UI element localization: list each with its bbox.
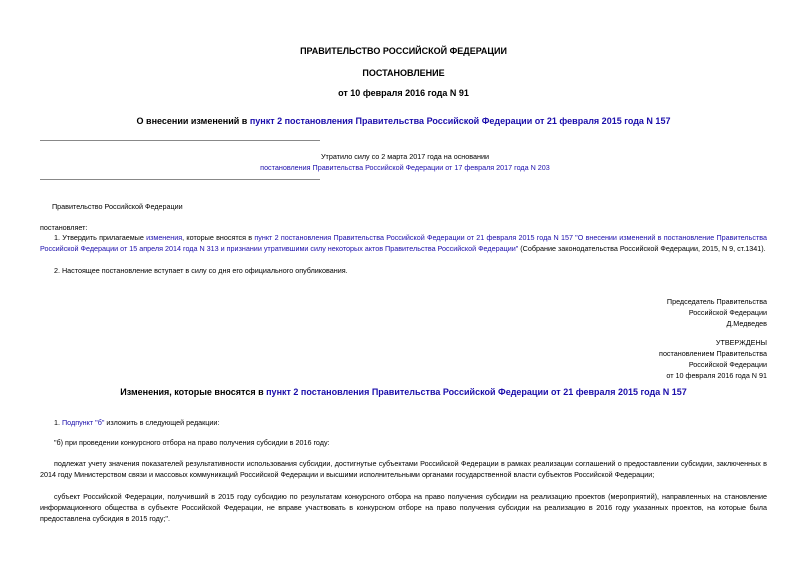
approved-line-2: постановлением Правительства [659,349,767,358]
changes-heading [0,387,807,397]
item1-link[interactable]: Подпункт "б" [62,418,105,427]
approved-line-4: от 10 февраля 2016 года N 91 [666,371,767,380]
title-prefix: О внесении изменений в [136,116,250,126]
signature-line-3: Д.Медведев [726,319,767,328]
p1-text-b: , которые вносятся в [182,233,255,242]
status-note [250,151,560,173]
status-line: Утратило силу со 2 марта 2017 года на основании [320,152,490,161]
approved-line-1: УТВЕРЖДЕНЫ [715,338,767,347]
government-header: ПРАВИТЕЛЬСТВО РОССИЙСКОЙ ФЕДЕРАЦИИ [300,46,507,56]
changes-paragraph-2: субъект Российской Федерации, получивший в 2015 году субсидию по результатам конкурсного отбора на право получения субсидии на реализацию проектов (мероприятий), направленных на становление информационного общества в субъекте Российской Федерации, не вправе участвовать в конкурсном отборе на право получения субсидии на реализацию в 2016 году указанных проектов, на которые была предоставлена субсидия в 2015 году;". [40,492,767,523]
signature-block [517,296,767,329]
quote-b: "б) при проведении конкурсного отбора на право получения субсидии в 2016 году: [54,438,330,447]
p1-link-changes[interactable]: изменения [146,233,183,242]
status-link[interactable]: постановления Правительства Российской Федерации от 17 февраля 2017 года N 203 [260,163,550,172]
item1-number: 1. [54,418,62,427]
p1-text-a: 1. Утвердить прилагаемые [54,233,147,242]
signature-line-2: Российской Федерации [688,308,767,317]
p1-text-c: (Собрание законодательства Российской Федерации, 2015, N 9, ст.1341). [518,244,766,253]
changes-heading-prefix: Изменения, которые вносятся в [120,387,267,397]
divider-bottom [40,179,320,180]
p1-link-decree[interactable]: пункт 2 постановления Правительства Российской Федерации от 21 февраля 2015 года N 157 "О внесении изменений в постановление Правительства Российской Федерации от 15 апреля 2014 года N 313 и признании утратившими силу некоторых актов Правительства Российской Федерации" [40,233,767,253]
decrees-word: постановляет: [40,223,88,232]
changes-item-1 [54,417,219,428]
approved-line-3: Российской Федерации [688,360,767,369]
paragraph-2: 2. Настоящее постановление вступает в силу со дня его официального опубликования. [54,266,348,275]
divider-top [40,140,320,141]
changes-paragraph-1: подлежат учету значения показателей результативности использования субсидии, достигнутые субъектами Российской Федерации в рамках реализации соглашений о предоставлении субсидии, заключенных в 2014 году Министерством связи и массовых коммуникаций Российской Федерации и высшими исполнительными органами государственной власти субъектов Российской Федерации; [40,459,767,479]
gov-intro: Правительство Российской Федерации [52,202,183,211]
approved-block [517,337,767,381]
signature-line-1: Председатель Правительства [666,297,767,306]
item1-text: изложить в следующей редакции: [104,418,220,427]
document-type: ПОСТАНОВЛЕНИЕ [362,68,445,78]
changes-heading-link[interactable]: пункт 2 постановления Правительства Российской Федерации от 21 февраля 2015 года N 157 [266,387,687,397]
title-link[interactable]: пункт 2 постановления Правительства Российской Федерации от 21 февраля 2015 года N 157 [249,116,671,126]
document-title [0,116,807,126]
paragraph-1 [40,232,767,254]
document-date: от 10 февраля 2016 года N 91 [338,88,469,98]
